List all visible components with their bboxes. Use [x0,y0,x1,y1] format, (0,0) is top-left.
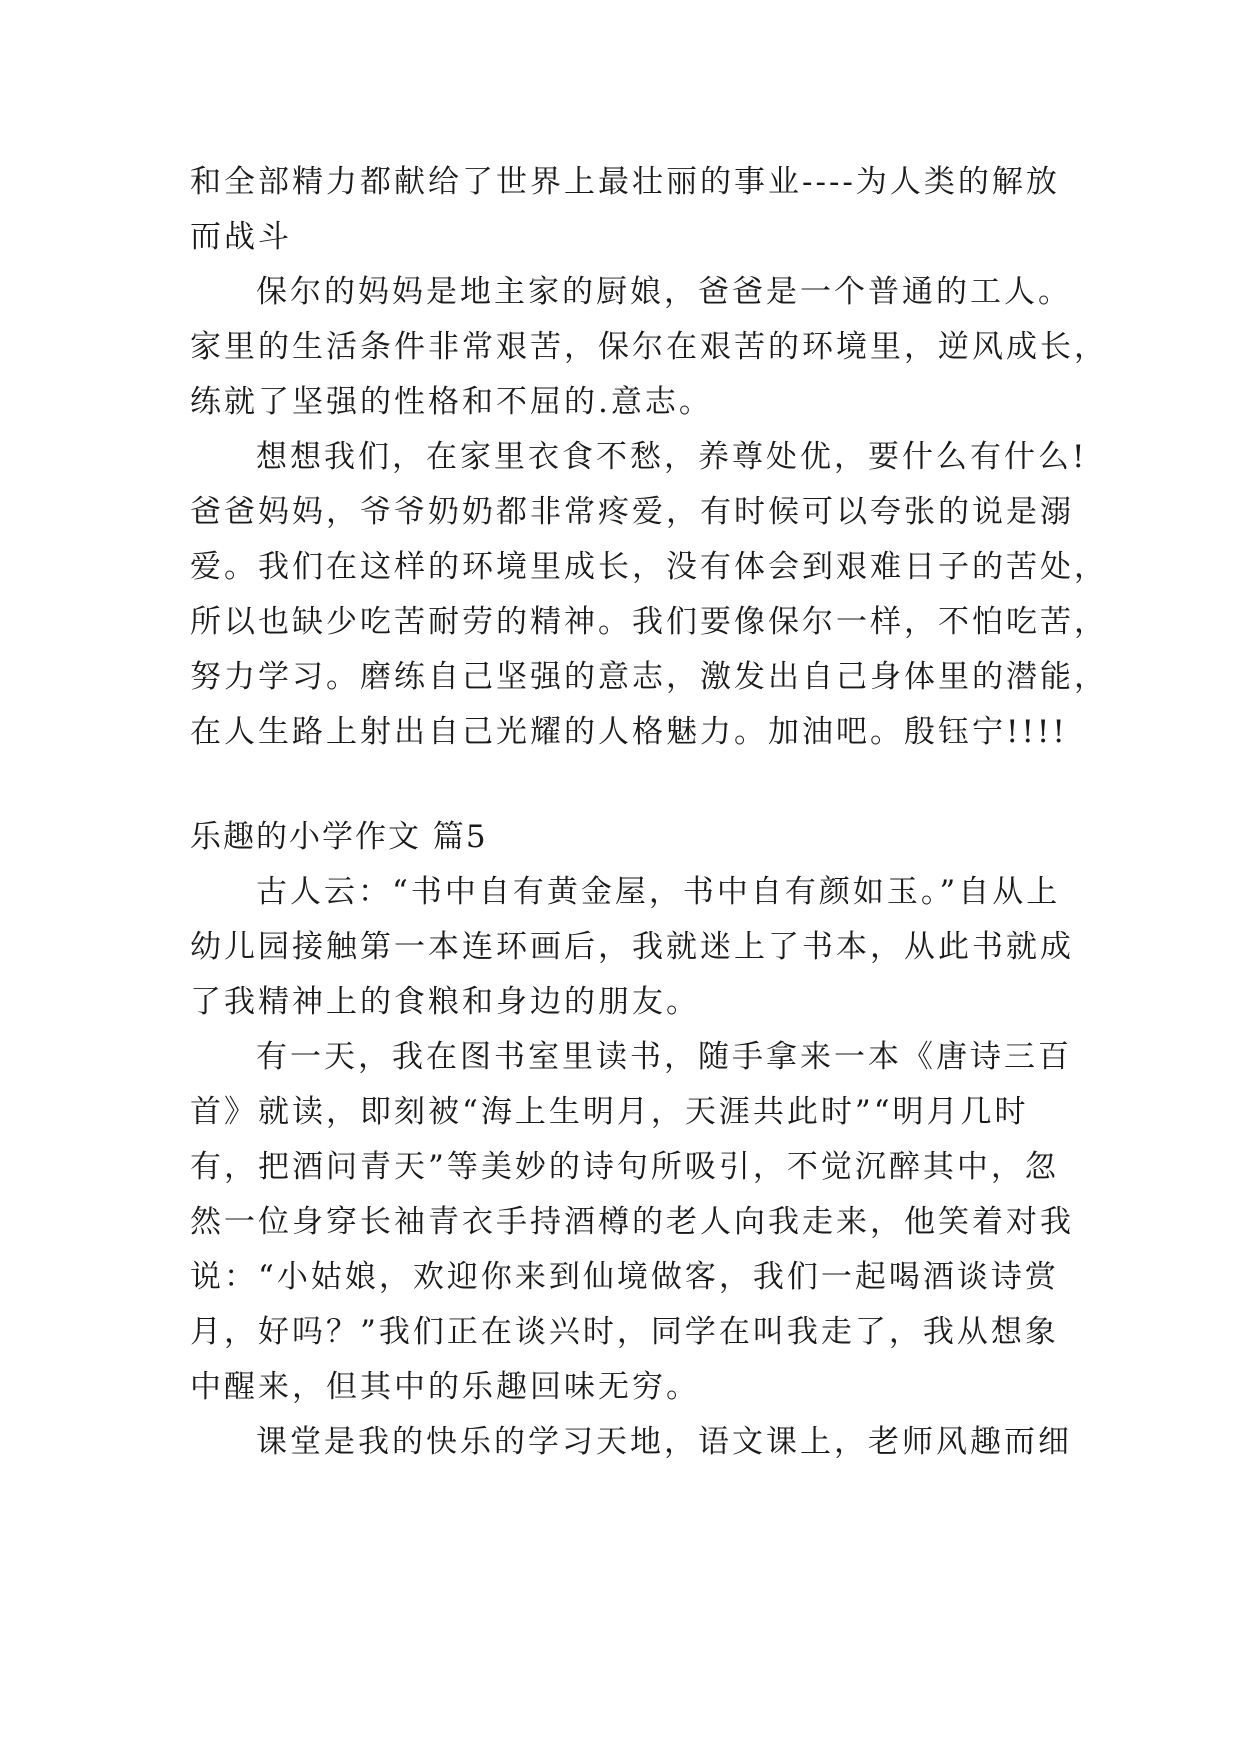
text-line: 然一位身穿长袖青衣手持酒樽的老人向我走来，他笑着对我 [190,1204,1074,1240]
text-line: 有，把酒问青天”等美妙的诗句所吸引，不觉沉醉其中，忽 [190,1149,1059,1185]
text-line: 家里的生活条件非常艰苦，保尔在艰苦的环境里，逆风成长， [190,329,1108,365]
paragraph-classroom [190,1415,1070,1470]
document-body [190,155,1108,1470]
text-line: 保尔的妈妈是地主家的厨娘，爸爸是一个普通的工人。 [256,274,1072,310]
text-line: 说：“小姑娘，欢迎你来到仙境做客，我们一起喝酒谈诗赏 [190,1259,1059,1295]
text-line: 了我精神上的食粮和身边的朋友。 [190,984,700,1020]
paragraph-ancient-saying [190,865,1074,1030]
section-heading: 乐趣的小学作文 篇5 [190,819,488,855]
paragraph-paul-family [190,265,1108,430]
text-line: 爸爸妈妈，爷爷奶奶都非常疼爱，有时候可以夸张的说是溺 [190,494,1074,530]
text-line: 课堂是我的快乐的学习天地，语文课上，老师风趣而细 [256,1424,1072,1460]
text-line: 努力学习。磨练自己坚强的意志，激发出自己身体里的潜能， [190,659,1108,695]
text-line: 和全部精力都献给了世界上最壮丽的事业----为人类的解放 [190,164,1060,200]
text-line: 古人云：“书中自有黄金屋，书中自有颜如玉。”自从上 [256,874,1061,910]
text-line: 有一天，我在图书室里读书，随手拿来一本《唐诗三百 [256,1039,1072,1075]
text-line: 在人生路上射出自己光耀的人格魅力。加油吧。殷钰宁!!!! [190,714,1068,750]
text-line: 所以也缺少吃苦耐劳的精神。我们要像保尔一样，不怕吃苦， [190,604,1108,640]
text-line: 中醒来，但其中的乐趣回味无穷。 [190,1369,700,1405]
paragraph-reflection [190,430,1108,760]
text-line: 幼儿园接触第一本连环画后，我就迷上了书本，从此书就成 [190,929,1074,965]
text-line: 而战斗 [190,219,292,255]
text-line: 想想我们，在家里衣食不愁，养尊处优，要什么有什么! [256,439,1088,475]
paragraph-library-story [190,1030,1074,1415]
text-line: 练就了坚强的性格和不屈的.意志。 [190,384,713,420]
text-line: 月，好吗？”我们正在谈兴时，同学在叫我走了，我从想象 [190,1314,1059,1350]
text-line: 首》就读，即刻被“海上生明月，天涯共此时”“明月几时 [190,1094,1029,1130]
continued-paragraph [190,155,1070,265]
text-line: 爱。我们在这样的环境里成长，没有体会到艰难日子的苦处， [190,549,1108,585]
